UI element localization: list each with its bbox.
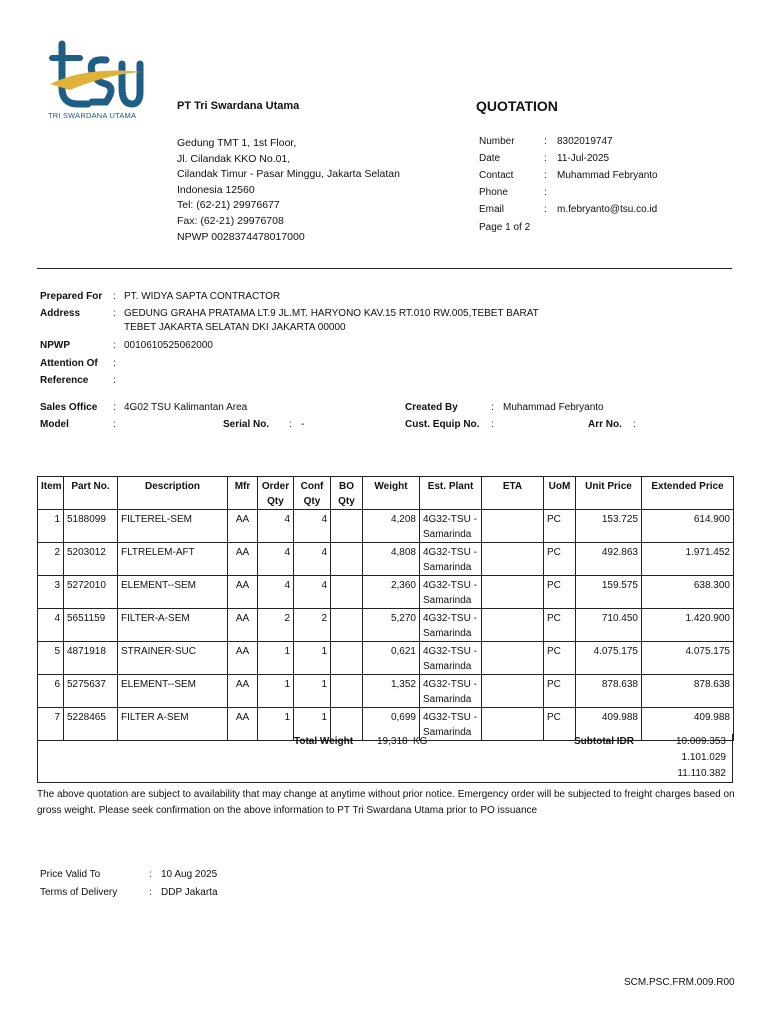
col-est-plant: Est. Plant bbox=[420, 477, 482, 510]
sales-office-value: 4G02 TSU Kalimantan Area bbox=[124, 402, 248, 413]
serial-value: - bbox=[301, 419, 305, 430]
weight-cell: 5,270 bbox=[363, 609, 420, 642]
order-qty-cell: 4 bbox=[258, 576, 294, 609]
weight-cell: 1,352 bbox=[363, 675, 420, 708]
col-eta: ETA bbox=[482, 477, 544, 510]
description-cell: ELEMENT--SEM bbox=[118, 576, 228, 609]
bo-qty-cell bbox=[331, 576, 363, 609]
bo-qty-cell bbox=[331, 642, 363, 675]
weight-cell: 4,208 bbox=[363, 510, 420, 543]
header-line: BO bbox=[339, 481, 354, 492]
uom-cell: PC bbox=[544, 576, 576, 609]
colon: : bbox=[544, 153, 547, 164]
subtotal-amount: 10.009.353 bbox=[675, 736, 726, 747]
est-plant-cell bbox=[420, 675, 482, 708]
col-weight: Weight bbox=[363, 477, 420, 510]
colon: : bbox=[544, 204, 547, 215]
items-table bbox=[37, 476, 734, 741]
form-code: SCM.PSC.FRM.009.R00 bbox=[624, 977, 735, 988]
est-plant-line: 4G32-TSU - bbox=[423, 613, 477, 624]
unit-price-cell: 409.988 bbox=[576, 708, 642, 741]
conf-qty-cell: 2 bbox=[294, 609, 331, 642]
address-line: Jl. Cilandak KKO No.01, bbox=[177, 152, 291, 165]
item-cell: 1 bbox=[38, 510, 64, 543]
part-no-cell: 5203012 bbox=[64, 543, 118, 576]
npwp-value: 0010610525062000 bbox=[124, 340, 213, 351]
created-by-value: Muhammad Febryanto bbox=[503, 402, 604, 413]
colon: : bbox=[491, 402, 494, 413]
bo-qty-cell bbox=[331, 510, 363, 543]
est-plant-line: Samarinda bbox=[423, 529, 472, 540]
logo-text: TRI SWARDANA UTAMA bbox=[48, 111, 137, 120]
quotation-title: QUOTATION bbox=[476, 98, 558, 114]
email-value: m.febryanto@tsu.co.id bbox=[557, 204, 658, 215]
npwp-label: NPWP bbox=[40, 340, 70, 351]
address-line: Cilandak Timur - Pasar Minggu, Jakarta Selatan bbox=[177, 168, 400, 181]
conf-qty-cell: 4 bbox=[294, 543, 331, 576]
col-mfr: Mfr bbox=[228, 477, 258, 510]
unit-price-cell: 492.863 bbox=[576, 543, 642, 576]
order-qty-cell: 1 bbox=[258, 642, 294, 675]
table-row bbox=[38, 609, 734, 642]
uom-cell: PC bbox=[544, 543, 576, 576]
total-weight-label: Total Weight bbox=[294, 736, 354, 747]
order-qty-cell: 4 bbox=[258, 543, 294, 576]
tax-amount: 1.101.029 bbox=[681, 752, 726, 763]
delivery-terms-value: DDP Jakarta bbox=[161, 887, 218, 898]
part-no-cell: 5651159 bbox=[64, 609, 118, 642]
address-line: Indonesia 12560 bbox=[177, 183, 255, 196]
colon: : bbox=[544, 136, 547, 147]
extended-price-cell: 1.420.900 bbox=[642, 609, 734, 642]
est-plant-cell bbox=[420, 543, 482, 576]
colon: : bbox=[633, 419, 636, 430]
date-label: Date bbox=[479, 153, 501, 164]
weight-cell: 2,360 bbox=[363, 576, 420, 609]
est-plant-line: 4G32-TSU - bbox=[423, 547, 477, 558]
item-cell: 2 bbox=[38, 543, 64, 576]
divider bbox=[37, 268, 732, 269]
order-qty-cell: 2 bbox=[258, 609, 294, 642]
item-cell: 7 bbox=[38, 708, 64, 741]
reference-label: Reference bbox=[40, 375, 89, 386]
description-cell: FILTER-A-SEM bbox=[118, 609, 228, 642]
attention-label: Attention Of bbox=[40, 358, 98, 369]
colon: : bbox=[113, 340, 116, 351]
colon: : bbox=[113, 402, 116, 413]
eta-cell bbox=[482, 543, 544, 576]
conf-qty-cell: 1 bbox=[294, 642, 331, 675]
eta-cell bbox=[482, 576, 544, 609]
eta-cell bbox=[482, 642, 544, 675]
phone-label: Phone bbox=[479, 187, 508, 198]
cust-equip-label: Cust. Equip No. bbox=[405, 419, 480, 430]
est-plant-line: Samarinda bbox=[423, 628, 472, 639]
serial-label: Serial No. bbox=[223, 419, 270, 430]
disclaimer-note: The above quotation are subject to availability that may change at anytime without prior notice. Emergency order will be subjected to freight charges based on gross weight. Please seek confirmation on the above information to PT Tri Swardana Utama prior to PO issuance bbox=[37, 789, 735, 816]
est-plant-line: Samarinda bbox=[423, 661, 472, 672]
table-header-row bbox=[38, 477, 734, 510]
total-weight-value: 19,318 bbox=[377, 736, 408, 747]
est-plant-line: 4G32-TSU - bbox=[423, 514, 477, 525]
extended-price-cell: 638.300 bbox=[642, 576, 734, 609]
unit-price-cell: 878.638 bbox=[576, 675, 642, 708]
weight-cell: 0,699 bbox=[363, 708, 420, 741]
est-plant-line: 4G32-TSU - bbox=[423, 712, 477, 723]
customer-address-line2: TEBET JAKARTA SELATAN DKI JAKARTA 00000 bbox=[124, 322, 346, 333]
model-label: Model bbox=[40, 419, 69, 430]
number-label: Number bbox=[479, 136, 515, 147]
col-unit-price: Unit Price bbox=[576, 477, 642, 510]
quotation-date: 11-Jul-2025 bbox=[557, 153, 610, 164]
weight-cell: 0,621 bbox=[363, 642, 420, 675]
unit-price-cell: 159.575 bbox=[576, 576, 642, 609]
header-line: Qty bbox=[303, 496, 321, 507]
colon: : bbox=[113, 308, 116, 319]
est-plant-line: 4G32-TSU - bbox=[423, 580, 477, 591]
est-plant-line: Samarinda bbox=[423, 727, 472, 738]
item-cell: 5 bbox=[38, 642, 64, 675]
header-line: Qty bbox=[267, 496, 284, 507]
description-cell: FILTEREL-SEM bbox=[118, 510, 228, 543]
bo-qty-cell bbox=[331, 609, 363, 642]
weight-cell: 4,808 bbox=[363, 543, 420, 576]
table-row bbox=[38, 576, 734, 609]
colon: : bbox=[544, 170, 547, 181]
extended-price-cell: 409.988 bbox=[642, 708, 734, 741]
colon: : bbox=[113, 291, 116, 302]
part-no-cell: 5188099 bbox=[64, 510, 118, 543]
contact-label: Contact bbox=[479, 170, 514, 181]
conf-qty-cell: 1 bbox=[294, 675, 331, 708]
est-plant-cell bbox=[420, 576, 482, 609]
eta-cell bbox=[482, 510, 544, 543]
mfr-cell: AA bbox=[228, 642, 258, 675]
col-order-qty bbox=[258, 477, 294, 510]
col-conf-qty bbox=[294, 477, 331, 510]
description-cell: FILTER A-SEM bbox=[118, 708, 228, 741]
conf-qty-cell: 4 bbox=[294, 576, 331, 609]
colon: : bbox=[113, 358, 116, 369]
est-plant-line: 4G32-TSU - bbox=[423, 646, 477, 657]
col-item: Item bbox=[38, 477, 64, 510]
col-part-no: Part No. bbox=[64, 477, 118, 510]
est-plant-line: Samarinda bbox=[423, 562, 472, 573]
mfr-cell: AA bbox=[228, 708, 258, 741]
item-cell: 3 bbox=[38, 576, 64, 609]
order-qty-cell: 4 bbox=[258, 510, 294, 543]
description-cell: ELEMENT--SEM bbox=[118, 675, 228, 708]
col-bo-qty bbox=[331, 477, 363, 510]
subtotal-label: Subtotal IDR bbox=[574, 736, 634, 747]
colon: : bbox=[544, 187, 547, 198]
unit-price-cell: 153.725 bbox=[576, 510, 642, 543]
order-qty-cell: 1 bbox=[258, 675, 294, 708]
colon: : bbox=[149, 887, 152, 898]
part-no-cell: 5275637 bbox=[64, 675, 118, 708]
created-by-label: Created By bbox=[405, 402, 458, 413]
delivery-terms-label: Terms of Delivery bbox=[40, 887, 118, 898]
description-cell: FLTRELEM-AFT bbox=[118, 543, 228, 576]
est-plant-line: 4G32-TSU - bbox=[423, 679, 477, 690]
header-line: Order bbox=[261, 481, 290, 492]
colon: : bbox=[113, 375, 116, 386]
col-uom: UoM bbox=[544, 477, 576, 510]
part-no-cell: 4871918 bbox=[64, 642, 118, 675]
est-plant-cell bbox=[420, 510, 482, 543]
total-weight-unit: KG bbox=[413, 736, 428, 747]
mfr-cell: AA bbox=[228, 510, 258, 543]
company-name: PT Tri Swardana Utama bbox=[177, 100, 300, 112]
quotation-number: 8302019747 bbox=[557, 136, 613, 147]
address-label: Address bbox=[40, 308, 81, 319]
price-valid-label: Price Valid To bbox=[40, 869, 101, 880]
unit-price-cell: 4.075.175 bbox=[576, 642, 642, 675]
conf-qty-cell: 4 bbox=[294, 510, 331, 543]
part-no-cell: 5272010 bbox=[64, 576, 118, 609]
unit-price-cell: 710.450 bbox=[576, 609, 642, 642]
address-line: Gedung TMT 1, 1st Floor, bbox=[177, 137, 297, 149]
uom-cell: PC bbox=[544, 708, 576, 741]
extended-price-cell: 4.075.175 bbox=[642, 642, 734, 675]
colon: : bbox=[289, 419, 292, 430]
table-row bbox=[38, 675, 734, 708]
prepared-for-label: Prepared For bbox=[40, 291, 103, 302]
colon: : bbox=[113, 419, 116, 430]
conf-qty-cell: 1 bbox=[294, 708, 331, 741]
address-line: Tel: (62-21) 29976677 bbox=[177, 199, 280, 212]
bo-qty-cell bbox=[331, 675, 363, 708]
table-row bbox=[38, 543, 734, 576]
mfr-cell: AA bbox=[228, 576, 258, 609]
price-valid-value: 10 Aug 2025 bbox=[161, 869, 218, 880]
uom-cell: PC bbox=[544, 609, 576, 642]
order-qty-cell: 1 bbox=[258, 708, 294, 741]
uom-cell: PC bbox=[544, 510, 576, 543]
table-row bbox=[38, 510, 734, 543]
page-indicator: Page 1 of 2 bbox=[479, 222, 531, 233]
address-line: Fax: (62-21) 29976708 bbox=[177, 214, 284, 227]
col-extended-price: Extended Price bbox=[642, 477, 734, 510]
item-cell: 6 bbox=[38, 675, 64, 708]
arr-label: Arr No. bbox=[588, 419, 622, 430]
est-plant-cell bbox=[420, 609, 482, 642]
eta-cell bbox=[482, 609, 544, 642]
tsu-logo-icon bbox=[48, 36, 144, 114]
header-line: Conf bbox=[300, 481, 324, 492]
prepared-for-value: PT. WIDYA SAPTA CONTRACTOR bbox=[124, 291, 281, 302]
address-line: NPWP 0028374478017000 bbox=[177, 230, 305, 243]
email-label: Email bbox=[479, 204, 505, 215]
col-description: Description bbox=[118, 477, 228, 510]
contact-name: Muhammad Febryanto bbox=[557, 170, 658, 181]
part-no-cell: 5228465 bbox=[64, 708, 118, 741]
colon: : bbox=[491, 419, 494, 430]
colon: : bbox=[149, 869, 152, 880]
est-plant-line: Samarinda bbox=[423, 694, 472, 705]
header-line: Qty bbox=[338, 496, 355, 507]
mfr-cell: AA bbox=[228, 543, 258, 576]
extended-price-cell: 614.900 bbox=[642, 510, 734, 543]
description-cell: STRAINER-SUC bbox=[118, 642, 228, 675]
grand-total-amount: 11.110.382 bbox=[677, 768, 726, 779]
bo-qty-cell bbox=[331, 543, 363, 576]
customer-address-line1: GEDUNG GRAHA PRATAMA LT.9 JL.MT. HARYONO KAV.15 RT.010 RW.005,TEBET BARAT bbox=[124, 308, 539, 319]
extended-price-cell: 878.638 bbox=[642, 675, 734, 708]
extended-price-cell: 1.971.452 bbox=[642, 543, 734, 576]
mfr-cell: AA bbox=[228, 675, 258, 708]
est-plant-line: Samarinda bbox=[423, 595, 472, 606]
table-row bbox=[38, 642, 734, 675]
item-cell: 4 bbox=[38, 609, 64, 642]
sales-office-label: Sales Office bbox=[40, 402, 98, 413]
uom-cell: PC bbox=[544, 675, 576, 708]
est-plant-cell bbox=[420, 642, 482, 675]
eta-cell bbox=[482, 675, 544, 708]
uom-cell: PC bbox=[544, 642, 576, 675]
mfr-cell: AA bbox=[228, 609, 258, 642]
company-address bbox=[177, 136, 400, 245]
